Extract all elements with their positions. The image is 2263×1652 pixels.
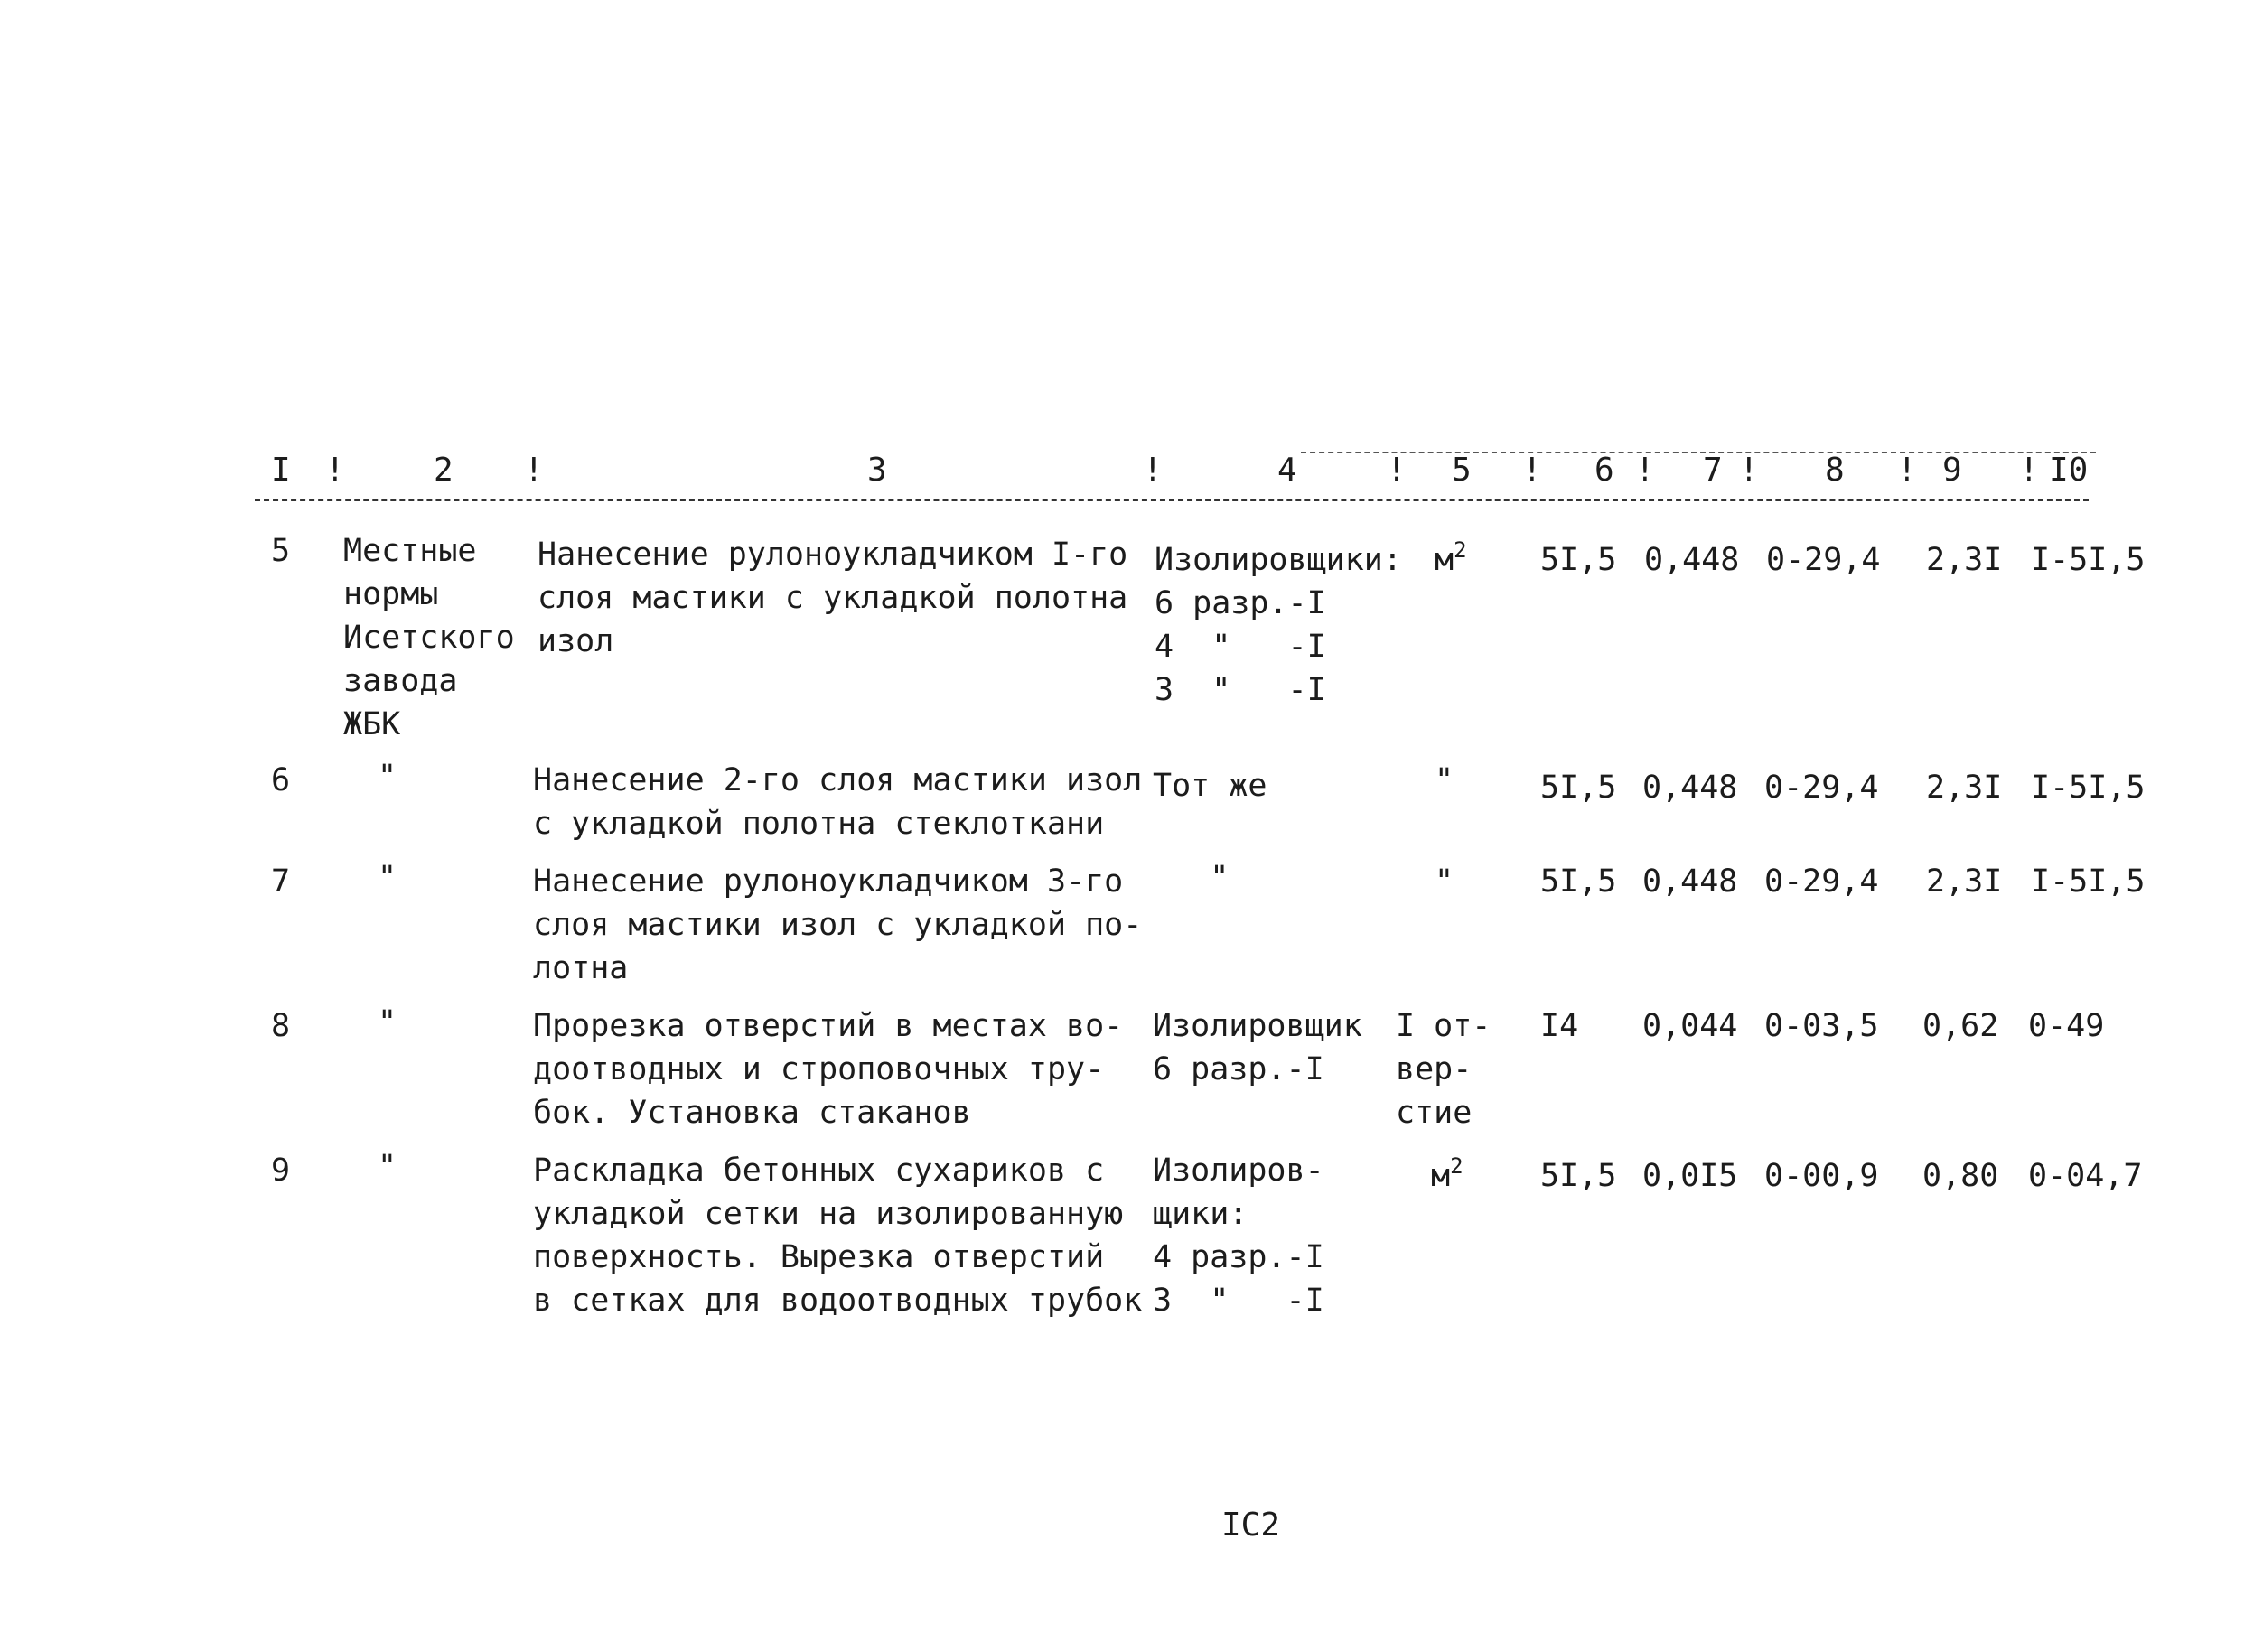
- header-col-8: 8: [1825, 452, 1845, 489]
- row-col-9: 0,62: [1922, 1008, 1999, 1044]
- row-col-8: 0-29,4: [1766, 542, 1881, 578]
- header-sep-2: !: [524, 452, 544, 489]
- header-col-10: I0: [2049, 452, 2089, 489]
- header-col-9: 9: [1942, 452, 1962, 489]
- row-col-10: I-5I,5: [2031, 542, 2146, 578]
- row-number: 6: [271, 762, 291, 798]
- row-unit: $м^2$: [1431, 1153, 1463, 1194]
- header-sep-8: !: [1897, 452, 1917, 489]
- row-col-6: 5I,5: [1540, 863, 1617, 900]
- row-workers: Тот же: [1153, 768, 1267, 804]
- row-unit: ": [1435, 762, 1454, 798]
- header-sep-3: !: [1143, 452, 1163, 489]
- row-source: ": [378, 860, 397, 896]
- header-col-6: 6: [1594, 452, 1614, 489]
- row-unit: $м^2$: [1435, 537, 1467, 578]
- header-col-2: 2: [434, 452, 454, 489]
- row-col-9: 2,3I: [1926, 770, 2003, 806]
- header-col-5: 5: [1452, 452, 1472, 489]
- row-col-9: 2,3I: [1926, 542, 2003, 578]
- row-col-7: 0,448: [1642, 863, 1738, 900]
- header-col-7: 7: [1703, 452, 1723, 489]
- row-description: Нанесение рулоноукладчиком 3-го слоя мастики изол с укладкой по- лотна: [533, 863, 1143, 986]
- header-sep-6: !: [1635, 452, 1655, 489]
- row-col-7: 0,448: [1642, 770, 1738, 806]
- row-workers: Изолировщик 6 разр.-I: [1153, 1008, 1362, 1087]
- row-number: 8: [271, 1008, 291, 1044]
- row-workers: ": [1153, 860, 1230, 896]
- header-bottom-rule: [255, 499, 2089, 501]
- row-col-8: 0-00,9: [1764, 1158, 1879, 1194]
- row-col-8: 0-03,5: [1764, 1008, 1879, 1044]
- page-number: IC2: [1221, 1507, 1281, 1544]
- row-col-7: 0,448: [1644, 542, 1740, 578]
- row-number: 7: [271, 863, 291, 900]
- header-sep-7: !: [1739, 452, 1759, 489]
- row-col-6: 5I,5: [1540, 770, 1617, 806]
- header-sep-9: !: [2019, 452, 2039, 489]
- row-col-6: 5I,5: [1540, 542, 1617, 578]
- header-col-1: I: [271, 452, 291, 489]
- row-unit: ": [1435, 863, 1454, 900]
- row-description: Нанесение 2-го слоя мастики изол с укладкой полотна стеклоткани: [533, 762, 1143, 842]
- row-col-10: I-5I,5: [2031, 863, 2146, 900]
- header-col-3: 3: [867, 452, 887, 489]
- row-source: Местные нормы Исетского завода ЖБК: [343, 533, 515, 742]
- header-sep-5: !: [1522, 452, 1542, 489]
- row-workers: Изолиров- щики: 4 разр.-I 3 " -I: [1153, 1153, 1324, 1319]
- table-header: [253, 452, 2096, 506]
- header-col-4: 4: [1277, 452, 1297, 489]
- row-number: 5: [271, 533, 291, 569]
- row-col-8: 0-29,4: [1764, 863, 1879, 900]
- row-col-7: 0,044: [1642, 1008, 1738, 1044]
- row-col-10: 0-49: [2028, 1008, 2105, 1044]
- row-col-9: 0,80: [1922, 1158, 1999, 1194]
- header-sep-1: !: [325, 452, 345, 489]
- row-number: 9: [271, 1153, 291, 1189]
- header-sep-4: !: [1387, 452, 1407, 489]
- row-source: ": [378, 1004, 397, 1041]
- row-col-8: 0-29,4: [1764, 770, 1879, 806]
- row-col-9: 2,3I: [1926, 863, 2003, 900]
- row-source: ": [378, 759, 397, 795]
- row-col-10: I-5I,5: [2031, 770, 2146, 806]
- row-description: Раскладка бетонных сухариков с укладкой сетки на изолированную поверхность. Вырезка отверстий в сетках для водоотводных трубок: [533, 1153, 1143, 1319]
- row-description: Нанесение рулоноукладчиком I-го слоя мастики с укладкой полотна изол: [538, 537, 1128, 659]
- row-source: ": [378, 1149, 397, 1185]
- row-col-6: I4: [1540, 1008, 1579, 1044]
- row-workers: Изолировщики: 6 разр.-I 4 " -I 3 " -I: [1155, 542, 1402, 708]
- row-col-6: 5I,5: [1540, 1158, 1617, 1194]
- row-unit: I от- вер- стие: [1396, 1008, 1492, 1131]
- row-description: Прорезка отверстий в местах во- доотводных и строповочных тру- бок. Установка стаканов: [533, 1008, 1124, 1131]
- row-col-7: 0,0I5: [1642, 1158, 1738, 1194]
- row-col-10: 0-04,7: [2028, 1158, 2143, 1194]
